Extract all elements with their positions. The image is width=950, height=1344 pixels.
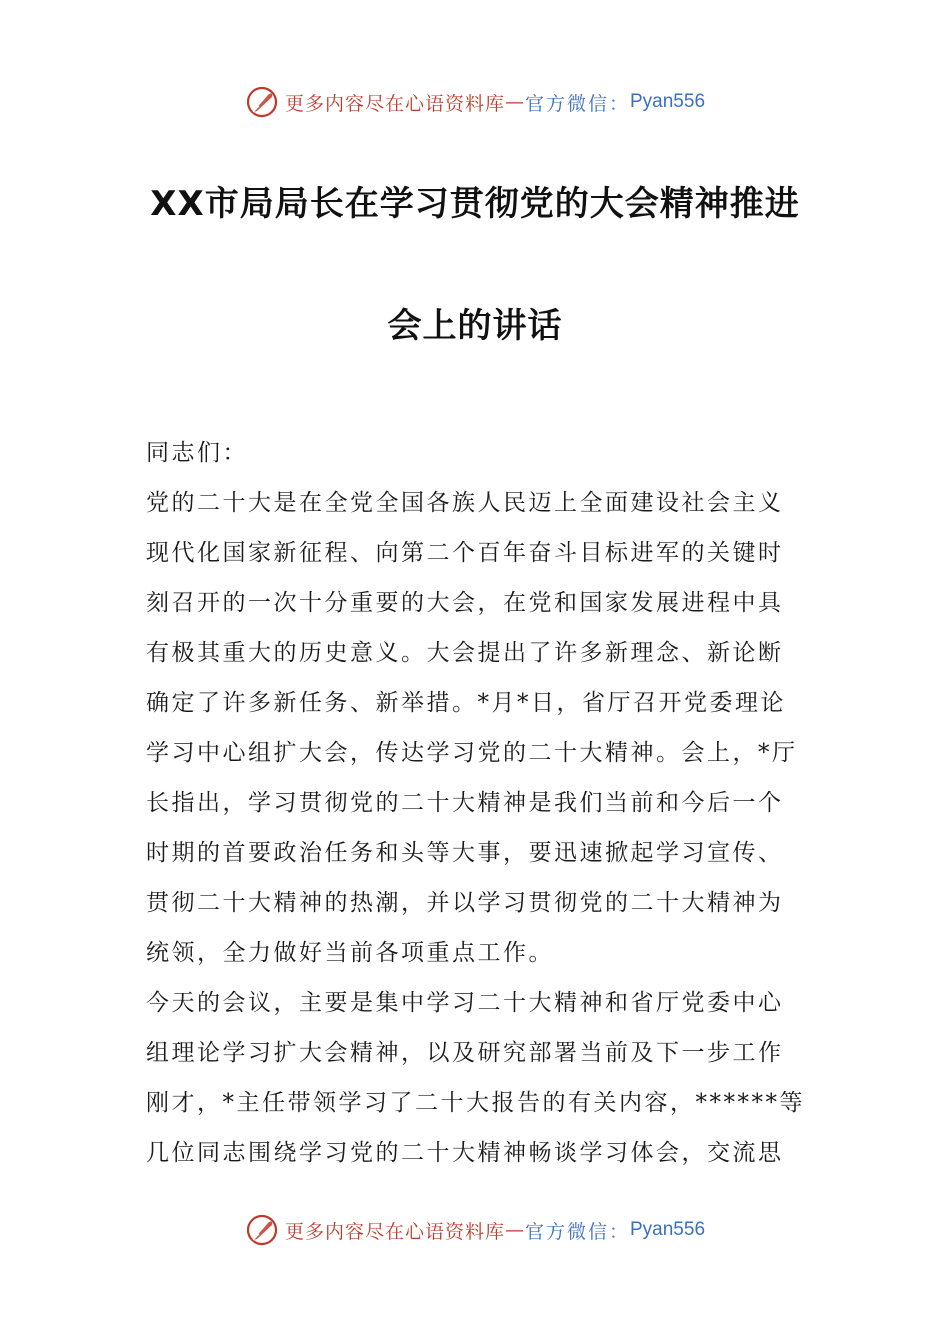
watermark-separator: — — [504, 91, 525, 113]
header-watermark — [0, 82, 950, 122]
watermark-label: 官方微信： — [524, 92, 630, 115]
feather-pen-icon — [245, 85, 279, 119]
watermark-text: 更多内容尽在心语资料库 — [284, 92, 505, 115]
document-title-line-1: XX市局局长在学习贯彻党的大会精神推进 — [150, 184, 800, 224]
body-line: 今天的会议，主要是集中学习二十大精神和省厅党委中心 — [146, 990, 784, 1016]
watermark-id: Pyan556 — [630, 1219, 706, 1240]
body-line: 统领，全力做好当前各项重点工作。 — [146, 940, 554, 966]
body-line: 有极其重大的历史意义。大会提出了许多新理念、新论断 — [146, 640, 784, 666]
document-body — [146, 428, 810, 1178]
salutation: 同志们： — [146, 440, 248, 466]
body-line: 学习中心组扩大会，传达学习党的二十大精神。会上，*厅 — [146, 740, 798, 766]
body-line: 刻召开的一次十分重要的大会，在党和国家发展进程中具 — [146, 590, 784, 616]
document-title-line-2: 会上的讲话 — [387, 306, 563, 346]
watermark-separator: — — [504, 1219, 525, 1241]
body-line: 确定了许多新任务、新举措。*月*日，省厅召开党委理论 — [146, 690, 786, 716]
body-line: 贯彻二十大精神的热潮，并以学习贯彻党的二十大精神为 — [146, 890, 784, 916]
feather-pen-icon — [245, 1213, 279, 1247]
watermark-id: Pyan556 — [630, 91, 706, 112]
body-line: 时期的首要政治任务和头等大事，要迅速掀起学习宣传、 — [146, 840, 784, 866]
body-line: 组理论学习扩大会精神，以及研究部署当前及下一步工作 — [146, 1040, 784, 1066]
body-line: 长指出，学习贯彻党的二十大精神是我们当前和今后一个 — [146, 790, 784, 816]
footer-watermark — [0, 1210, 950, 1250]
watermark-text: 更多内容尽在心语资料库 — [284, 1220, 505, 1243]
body-line: 几位同志围绕学习党的二十大精神畅谈学习体会，交流思 — [146, 1140, 784, 1166]
watermark-label: 官方微信： — [524, 1220, 630, 1243]
body-line: 刚才，*主任带领学习了二十大报告的有关内容，******等 — [146, 1090, 805, 1116]
body-line: 现代化国家新征程、向第二个百年奋斗目标进军的关键时 — [146, 540, 784, 566]
body-line: 党的二十大是在全党全国各族人民迈上全面建设社会主义 — [146, 490, 784, 516]
